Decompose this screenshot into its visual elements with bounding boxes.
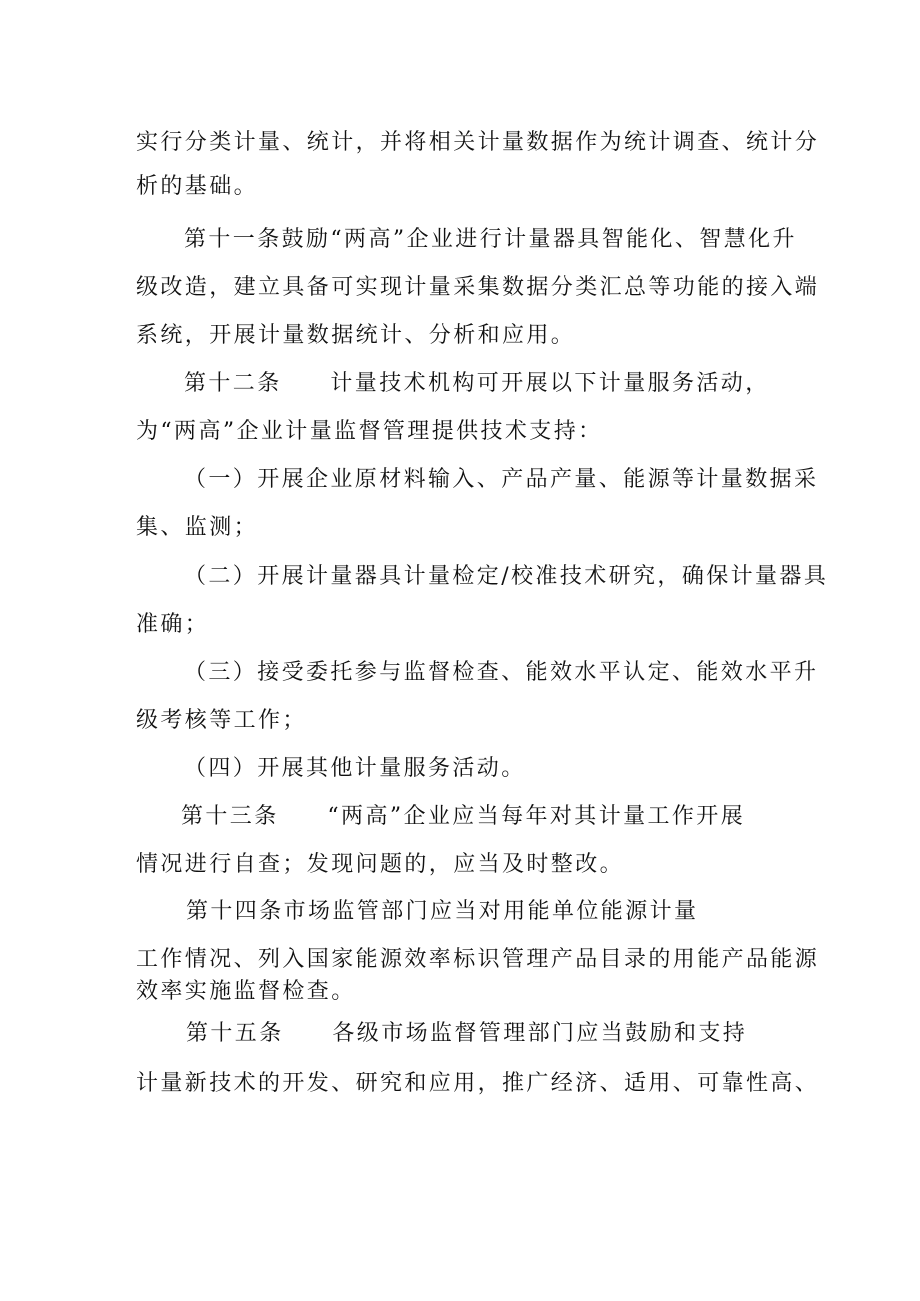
text-line-4: 级改造，建立具备可实现计量采集数据分类汇总等功能的接入端 bbox=[136, 275, 820, 300]
text-line-7: 为“两高”企业计量监督管理提供技术支持： bbox=[136, 419, 603, 444]
text-line-2: 析的基础。 bbox=[136, 174, 259, 199]
text-line-3: 第十一条鼓励“两高”企业进行计量器具智能化、智慧化升 bbox=[184, 227, 797, 252]
text-line-13: 级考核等工作； bbox=[136, 708, 307, 733]
text-line-9: 集、监测； bbox=[136, 515, 259, 540]
text-line-16: 情况进行自查；发现问题的，应当及时整改。 bbox=[136, 852, 625, 877]
text-line-18: 工作情况、列入国家能源效率标识管理产品目录的用能产品能源 bbox=[136, 947, 820, 972]
text-line-17: 第十四条市场监管部门应当对用能单位能源计量 bbox=[186, 899, 699, 924]
text-line-11: 准确； bbox=[136, 612, 210, 637]
text-line-19: 效率实施监督检查。 bbox=[136, 979, 356, 1004]
text-line-8: （一）开展企业原材料输入、产品产量、能源等计量数据采 bbox=[184, 467, 819, 492]
text-line-1: 实行分类计量、统计，并将相关计量数据作为统计调查、统计分 bbox=[136, 130, 820, 155]
text-line-10: （二）开展计量器具计量检定/校准技术研究，确保计量器具 bbox=[184, 564, 829, 589]
text-line-6: 第十二条 计量技术机构可开展以下计量服务活动， bbox=[184, 371, 770, 396]
text-line-12: （三）接受委托参与监督检查、能效水平认定、能效水平升 bbox=[184, 660, 819, 685]
text-line-14: （四）开展其他计量服务活动。 bbox=[184, 756, 526, 781]
text-line-20: 第十五条 各级市场监督管理部门应当鼓励和支持 bbox=[186, 1021, 748, 1046]
text-line-5: 系统，开展计量数据统计、分析和应用。 bbox=[136, 323, 576, 348]
text-line-15: 第十三条 “两高”企业应当每年对其计量工作开展 bbox=[181, 804, 746, 829]
text-line-21: 计量新技术的开发、研究和应用，推广经济、适用、可靠性高、 bbox=[136, 1071, 820, 1096]
